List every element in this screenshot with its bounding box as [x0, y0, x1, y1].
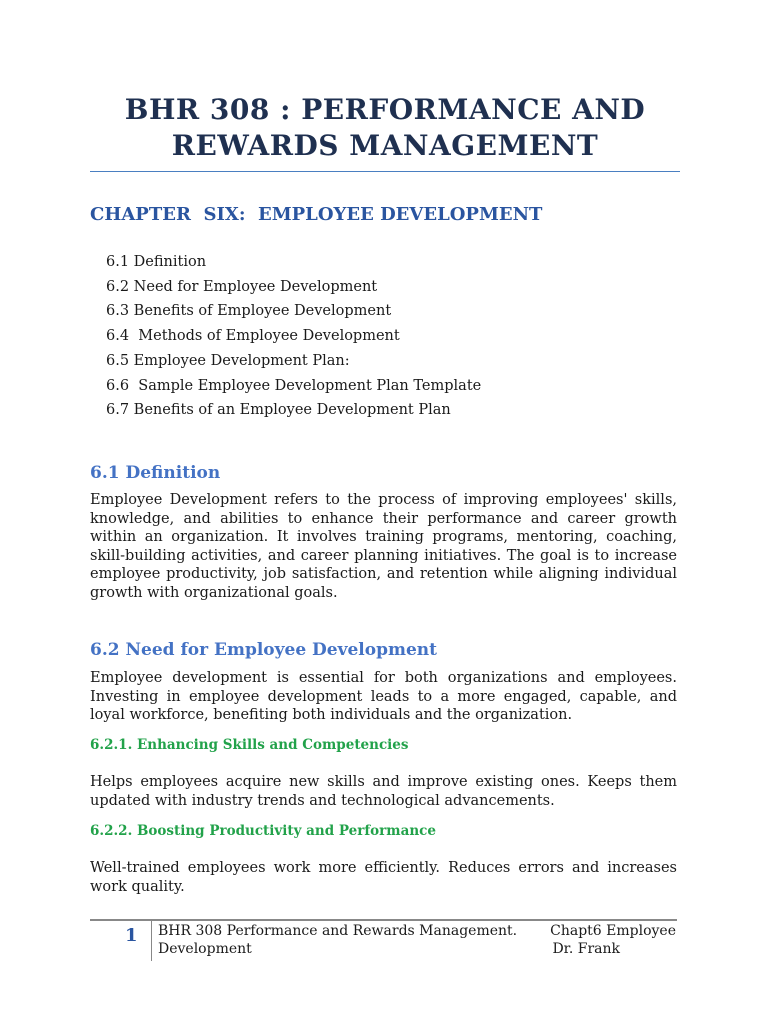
subsection-heading-productivity: 6.2.2. Boosting Productivity and Performance: [90, 823, 436, 839]
subsection-body-productivity: Well-trained employees work more efficiently. Reduces errors and increases work quality.: [90, 860, 677, 895]
footer-chapter-cont: Development: [158, 941, 252, 957]
document-title: [90, 92, 680, 164]
toc-item: 6.7 Benefits of an Employee Development Plan: [106, 402, 451, 419]
footer-text: [158, 922, 676, 958]
page-number: 1: [125, 925, 138, 946]
footer-rule: [90, 919, 677, 921]
toc-item: 6.1 Definition: [106, 254, 207, 270]
toc-item: 6.5 Employee Development Plan:: [106, 352, 350, 369]
title-underline: [90, 171, 680, 172]
section-body-definition: Employee Development refers to the process of improving employees' skills, knowledge, and abilities to enhance their performance and career growth within an organization. It involves training programs, mentoring, coaching, skill-building activities, and career planning initiatives. The goal is to increase employee productivity, job satisfaction, and retention while aligning individual growth with organizational goals.: [90, 492, 677, 601]
toc-item: 6.6 Sample Employee Development Plan Template: [106, 377, 482, 394]
toc-item: 6.3 Benefits of Employee Development: [106, 303, 392, 320]
subsection-heading-skills: 6.2.1. Enhancing Skills and Competencies: [90, 737, 409, 753]
title-line-2: REWARDS MANAGEMENT: [171, 129, 599, 162]
footer-chapter: Chapt6 Employee: [550, 923, 676, 939]
section-heading-need: 6.2 Need for Employee Development: [90, 640, 438, 660]
table-of-contents: [106, 250, 481, 423]
section-body-need: Employee development is essential for both organizations and employees. Investing in employee development leads to a more engaged, capable, and loyal workforce, benefiting both individuals and the organization.: [90, 670, 677, 724]
subsection-body-skills: Helps employees acquire new skills and improve existing ones. Keeps them updated with industry trends and technological advancements.: [90, 774, 677, 809]
toc-item: 6.2 Need for Employee Development: [106, 278, 378, 295]
footer-course-title: BHR 308 Performance and Rewards Management.: [158, 923, 518, 939]
toc-item: 6.4 Methods of Employee Development: [106, 328, 400, 345]
section-heading-definition: 6.1 Definition: [90, 463, 221, 483]
chapter-title: CHAPTER SIX: EMPLOYEE DEVELOPMENT: [90, 204, 543, 225]
title-line-1: BHR 308 : PERFORMANCE AND: [124, 93, 646, 126]
footer-divider: [151, 921, 152, 961]
footer-author: Dr. Frank: [552, 941, 620, 957]
